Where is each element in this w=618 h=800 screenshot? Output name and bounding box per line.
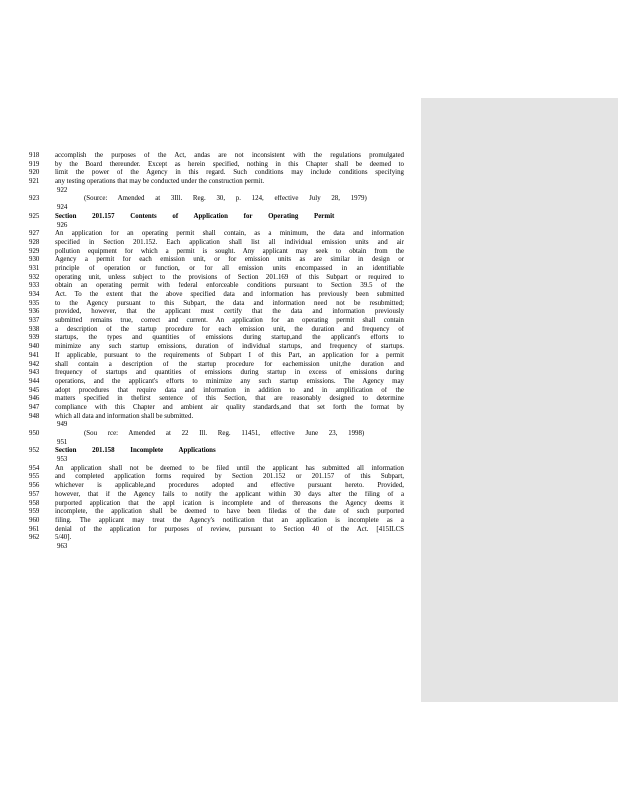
line-number: 941 <box>29 351 40 359</box>
line-text: If applicable, pursuant to the requirements of Subpart I of this Part, an application for a permit <box>55 351 404 359</box>
line-number: 920 <box>29 169 40 177</box>
line-text: minimize any such startup emissions, duration of individual startups, and frequency of startups. <box>55 343 404 351</box>
document-line <box>29 308 404 317</box>
document-line <box>29 421 404 430</box>
document-line <box>29 291 404 300</box>
line-text: compliance with this Chapter and ambient air quality standards,and that set forth the format by <box>55 403 404 411</box>
document-line <box>29 378 404 387</box>
line-number: 940 <box>29 343 40 351</box>
document-line <box>29 439 404 448</box>
line-text: 951 <box>57 438 68 446</box>
line-number: 945 <box>29 386 40 394</box>
line-number: 950 <box>29 430 40 437</box>
document-line <box>29 222 404 231</box>
line-number: 958 <box>29 499 40 507</box>
line-number: 960 <box>29 516 40 524</box>
line-number: 962 <box>29 534 40 542</box>
line-text: 949 <box>57 421 68 429</box>
line-text: 924 <box>57 204 68 212</box>
line-text: 963 <box>57 542 68 550</box>
line-text: any testing operations that may be conducted under the construction permit. <box>55 178 265 186</box>
line-text: by the Board thereunder. Except as herein specified, nothing in this Chapter shall be deemed to <box>55 160 404 168</box>
line-number: 947 <box>29 403 40 411</box>
document-line <box>29 500 404 509</box>
document-line <box>29 230 404 239</box>
line-text: operating unit, unless subject to the provisions of Section 201.169 of this Subpart or required to <box>55 273 404 281</box>
document-line <box>29 300 404 309</box>
line-text: obtain an operating permit with federal enforceable conditions pursuant to Section 39.5 of the <box>55 282 404 290</box>
line-text: An application shall not be deemed to be filed until the applicant has submitted all information <box>55 464 404 472</box>
document-line <box>29 213 404 222</box>
document-line <box>29 178 404 187</box>
document-line <box>29 152 404 161</box>
document-line <box>29 369 404 378</box>
line-text: startups, the types and quantities of emissions during startup,and the applicant's efforts to <box>55 334 404 342</box>
document-line <box>29 430 404 439</box>
line-number: 923 <box>29 195 40 203</box>
line-text: a description of the startup procedure for each emission unit, the duration and frequency of <box>55 325 404 333</box>
document-line <box>29 274 404 283</box>
document-line <box>29 413 404 422</box>
line-number: 956 <box>29 482 40 490</box>
line-number: 943 <box>29 369 40 377</box>
line-text: denial of the application for purposes of review, pursuant to Section 40 of the Act. [415ILCS <box>55 525 404 533</box>
line-number: 934 <box>29 291 40 298</box>
source-note: (Source: Amended at 3Ill. Reg. 30, p. 124, effective July 28, 1979) <box>84 195 367 203</box>
comment-pane <box>421 98 618 702</box>
line-number: 928 <box>29 238 40 246</box>
document-line <box>29 352 404 361</box>
line-number: 939 <box>29 334 40 342</box>
line-number: 954 <box>29 464 40 472</box>
document-body <box>29 152 404 552</box>
line-number: 957 <box>29 490 40 498</box>
line-text: principle of operation or function, or for all emission units encompassed in an identifiable <box>55 264 404 272</box>
document-line <box>29 517 404 526</box>
line-number: 921 <box>29 178 40 186</box>
line-text: incomplete, the application shall be deemed to have been filedas of the date of such purported <box>55 508 404 516</box>
document-line <box>29 187 404 196</box>
line-number: 932 <box>29 273 40 281</box>
line-text: An application for an operating permit shall contain, as a minimum, the data and information <box>55 230 404 238</box>
line-text: which all data and information shall be submitted. <box>55 412 194 420</box>
line-number: 946 <box>29 395 40 403</box>
line-number: 933 <box>29 282 40 290</box>
line-number: 952 <box>29 447 40 455</box>
document-line <box>29 343 404 352</box>
line-number: 927 <box>29 230 40 238</box>
line-number: 942 <box>29 360 40 368</box>
document-line <box>29 265 404 274</box>
document-line <box>29 526 404 535</box>
document-line <box>29 248 404 257</box>
line-text: adopt procedures that require data and information in addition to and in amplification of the <box>55 386 404 394</box>
document-line <box>29 204 404 213</box>
line-text: frequency of startups and quantities of emissions during startup in excess of emissions during <box>55 369 404 377</box>
document-line <box>29 326 404 335</box>
document-line <box>29 387 404 396</box>
line-text: operations, and the applicant's efforts to minimize any such startup emissions. The Agency may <box>55 377 404 385</box>
line-number: 931 <box>29 264 40 272</box>
line-text: to the Agency pursuant to this Subpart, the data and information need not be resubmitted; <box>55 299 404 307</box>
line-number: 936 <box>29 308 40 316</box>
line-text: and completed application forms required by Section 201.152 or 201.157 of this Subpart, <box>55 473 404 481</box>
document-line <box>29 239 404 248</box>
line-text: Agency a permit for each emission unit, or for emission units as are similar in design or <box>55 256 404 264</box>
line-text: 953 <box>57 456 68 464</box>
source-note: (Sou rce: Amended at 22 Ill. Reg. 11451, effective June 23, 1998) <box>84 430 365 437</box>
line-number: 919 <box>29 160 40 168</box>
document-line <box>29 395 404 404</box>
document-line <box>29 456 404 465</box>
line-number: 961 <box>29 525 40 533</box>
line-number: 959 <box>29 508 40 516</box>
document-line <box>29 482 404 491</box>
line-number: 938 <box>29 325 40 333</box>
section-heading: Section 201.158 Incomplete Applications <box>55 447 216 455</box>
line-text: pollution equipment for which a permit is sought. Any applicant may seek to obtain from the <box>55 247 404 255</box>
document-line <box>29 317 404 326</box>
document-line <box>29 161 404 170</box>
document-line <box>29 543 404 552</box>
line-number: 929 <box>29 247 40 255</box>
line-number: 937 <box>29 317 40 325</box>
line-number: 918 <box>29 152 40 159</box>
line-number: 935 <box>29 299 40 307</box>
line-text: matters specified in thefirst sentence of this Section, that are reasonably designed to determine <box>55 395 404 403</box>
document-line <box>29 404 404 413</box>
document-line <box>29 447 404 456</box>
document-line <box>29 282 404 291</box>
document-line <box>29 361 404 370</box>
line-text: accomplish the purposes of the Act, andas are not inconsistent with the regulations promulgated <box>55 152 404 159</box>
document-line <box>29 491 404 500</box>
line-text: specified in Section 201.152. Each application shall list all individual emission units and air <box>55 238 404 246</box>
line-text: whichever is applicable,and procedures adopted and effective pursuant hereto. Provided, <box>55 482 404 490</box>
line-text: Act. To the extent that the above specified data and information has previously been submitted <box>55 291 404 298</box>
document-line <box>29 334 404 343</box>
document-line <box>29 465 404 474</box>
line-number: 948 <box>29 412 40 420</box>
line-number: 955 <box>29 473 40 481</box>
line-text: 922 <box>57 186 68 194</box>
line-number: 925 <box>29 212 40 220</box>
line-text: purported application that the appl ication is incomplete and of thereasons the Agency deems it <box>55 499 404 507</box>
line-text: 5/40]. <box>55 534 72 542</box>
document-line <box>29 534 404 543</box>
line-text: limit the power of the Agency in this regard. Such conditions may include conditions specifying <box>55 169 404 177</box>
section-heading: Section 201.157 Contents of Application for Operating Permit <box>55 212 335 220</box>
line-text: shall contain a description of the startup procedure for eachemission unit,the duration and <box>55 360 404 368</box>
line-number: 944 <box>29 377 40 385</box>
document-line <box>29 169 404 178</box>
document-line <box>29 195 404 204</box>
line-text: 926 <box>57 221 68 229</box>
line-number: 930 <box>29 256 40 264</box>
line-text: submitted remains true, correct and current. An application for an operating permit shall contain <box>55 317 404 325</box>
document-line <box>29 473 404 482</box>
document-line <box>29 508 404 517</box>
line-text: provided, however, that the applicant must certify that the data and information previously <box>55 308 404 316</box>
line-text: filing. The applicant may treat the Agency's notification that an application is incomplete as a <box>55 516 404 524</box>
line-text: however, that if the Agency fails to notify the applicant within 30 days after the filing of a <box>55 490 404 498</box>
document-line <box>29 256 404 265</box>
